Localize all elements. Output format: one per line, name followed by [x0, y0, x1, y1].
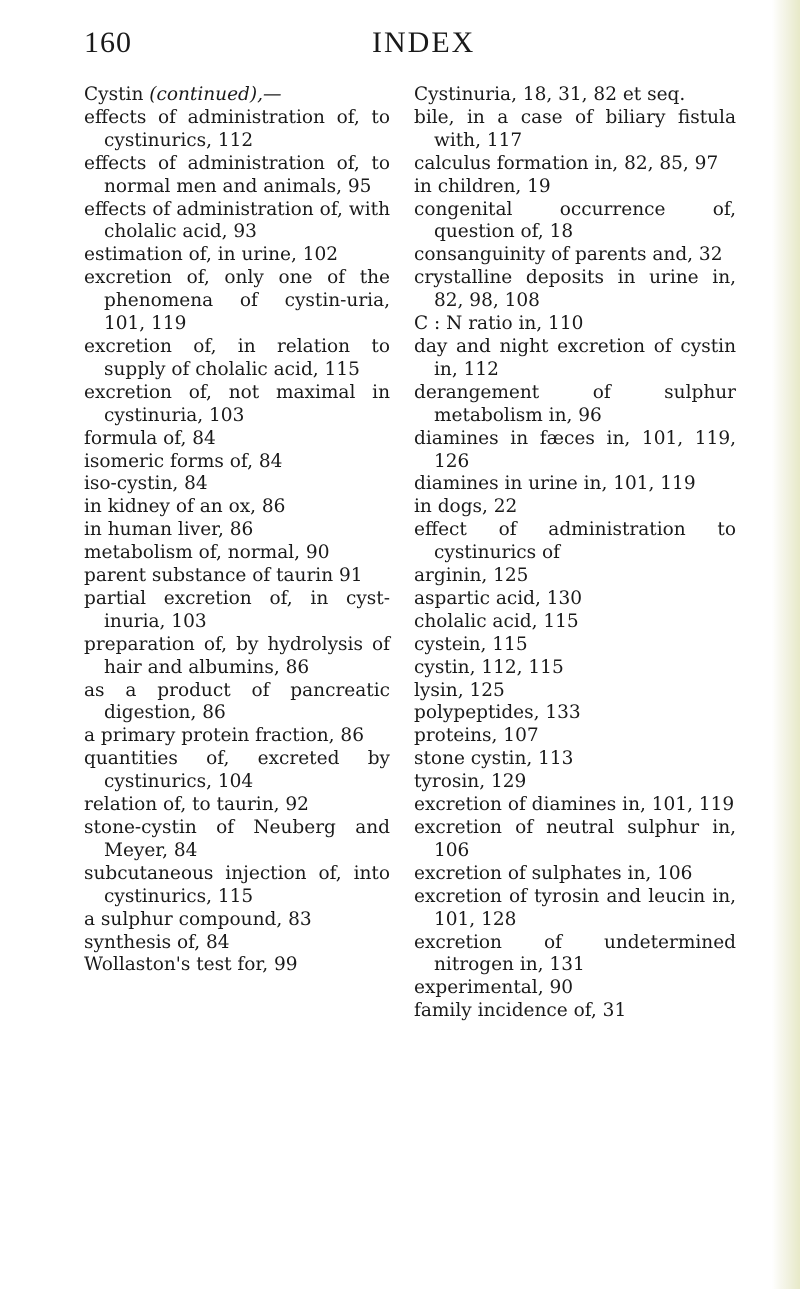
index-entry: a sulphur compound, 83: [84, 908, 312, 930]
index-entry: tyrosin, 129: [414, 771, 527, 793]
page-edge-shadow: [772, 0, 800, 1289]
index-column-left: [84, 84, 390, 977]
index-entry: bile, in a case of biliary fistula with, 117: [414, 106, 736, 151]
index-entry: a primary protein fraction, 86: [84, 725, 364, 747]
index-entry: excretion of diamines in, 101, 119: [414, 794, 735, 816]
index-entry: diamines in fæces in, 101, 119, 126: [414, 427, 736, 472]
index-entry: estimation of, in urine, 102: [84, 244, 339, 266]
index-entry: excretion of, in relation to supply of cholalic acid, 115: [84, 335, 390, 380]
index-entry: relation of, to taurin, 92: [84, 794, 309, 816]
index-entry: parent substance of taurin 91: [84, 565, 363, 587]
index-entry: in human liver, 86: [84, 519, 254, 541]
index-entry: experimental, 90: [414, 977, 574, 999]
index-entry: subcutaneous injection of, into cystinurics, 115: [84, 862, 390, 907]
index-entry: isomeric forms of, 84: [84, 450, 283, 472]
index-entry: consanguinity of parents and, 32: [414, 244, 723, 266]
index-entry: family incidence of, 31: [414, 1000, 627, 1022]
page-header: [84, 26, 724, 66]
index-entry: stone cystin, 113: [414, 748, 574, 770]
index-entry: effects of administration of, to normal men and animals, 95: [84, 152, 390, 197]
index-entry: excretion of sulphates in, 106: [414, 862, 693, 884]
index-entry: formula of, 84: [84, 427, 216, 449]
index-entry: proteins, 107: [414, 725, 539, 747]
page-number: 160: [84, 26, 132, 59]
index-entry: partial excretion of, in cyst-inuria, 103: [84, 587, 390, 632]
index-entry: quantities of, excreted by cystinurics, 104: [84, 748, 390, 793]
index-entry: iso-cystin, 84: [84, 473, 208, 495]
heading-term: Cystin: [84, 84, 144, 105]
index-entry: arginin, 125: [414, 565, 529, 587]
index-entry: excretion of, not maximal in cystinuria, 103: [84, 381, 390, 426]
index-entry: derangement of sulphur metabolism in, 96: [414, 381, 736, 426]
index-entry: in dogs, 22: [414, 496, 518, 518]
index-entry: aspartic acid, 130: [414, 587, 583, 609]
index-entry: calculus formation in, 82, 85, 97: [414, 152, 719, 174]
index-entry: synthesis of, 84: [84, 931, 230, 953]
index-entry: congenital occurrence of, question of, 18: [414, 198, 736, 243]
index-entry: cholalic acid, 115: [414, 610, 579, 632]
index-entry: excretion of neutral sulphur in, 106: [414, 817, 736, 861]
index-entry: metabolism of, normal, 90: [84, 542, 330, 564]
index-entry: stone-cystin of Neuberg and Meyer, 84: [84, 817, 390, 861]
index-entry: excretion of, only one of the phenomena of cystin-uria, 101, 119: [84, 267, 390, 335]
index-entry: effects of administration of, to cystinurics, 112: [84, 106, 390, 151]
index-heading: [84, 84, 390, 107]
index-entry: crystalline deposits in urine in, 82, 98, 108: [414, 267, 736, 312]
running-title: INDEX: [372, 26, 476, 59]
index-entry: lysin, 125: [414, 679, 505, 701]
index-column-right: [414, 84, 736, 1023]
index-entry: polypeptides, 133: [414, 702, 581, 724]
index-entry: effect of administration to cystinurics of: [414, 519, 736, 564]
index-entry: excretion of undetermined nitrogen in, 131: [414, 931, 736, 976]
index-entry: as a product of pancreatic digestion, 86: [84, 679, 390, 724]
index-entry: in children, 19: [414, 175, 551, 197]
index-entry: excretion of tyrosin and leucin in, 101, 128: [414, 885, 736, 930]
index-heading: Cystinuria, 18, 31, 82 et seq.: [414, 84, 686, 105]
index-entry: day and night excretion of cystin in, 112: [414, 335, 736, 380]
index-entry: cystein, 115: [414, 633, 528, 655]
index-entry: diamines in urine in, 101, 119: [414, 473, 696, 495]
index-entry: effects of administration of, with cholalic acid, 93: [84, 198, 390, 243]
index-entry: preparation of, by hydrolysis of hair and albumins, 86: [84, 633, 390, 678]
heading-suffix: (continued),—: [149, 84, 282, 105]
index-entry: cystin, 112, 115: [414, 656, 564, 678]
index-entry: C : N ratio in, 110: [414, 313, 584, 335]
index-entry: Wollaston's test for, 99: [84, 954, 298, 976]
index-entry: in kidney of an ox, 86: [84, 496, 286, 518]
